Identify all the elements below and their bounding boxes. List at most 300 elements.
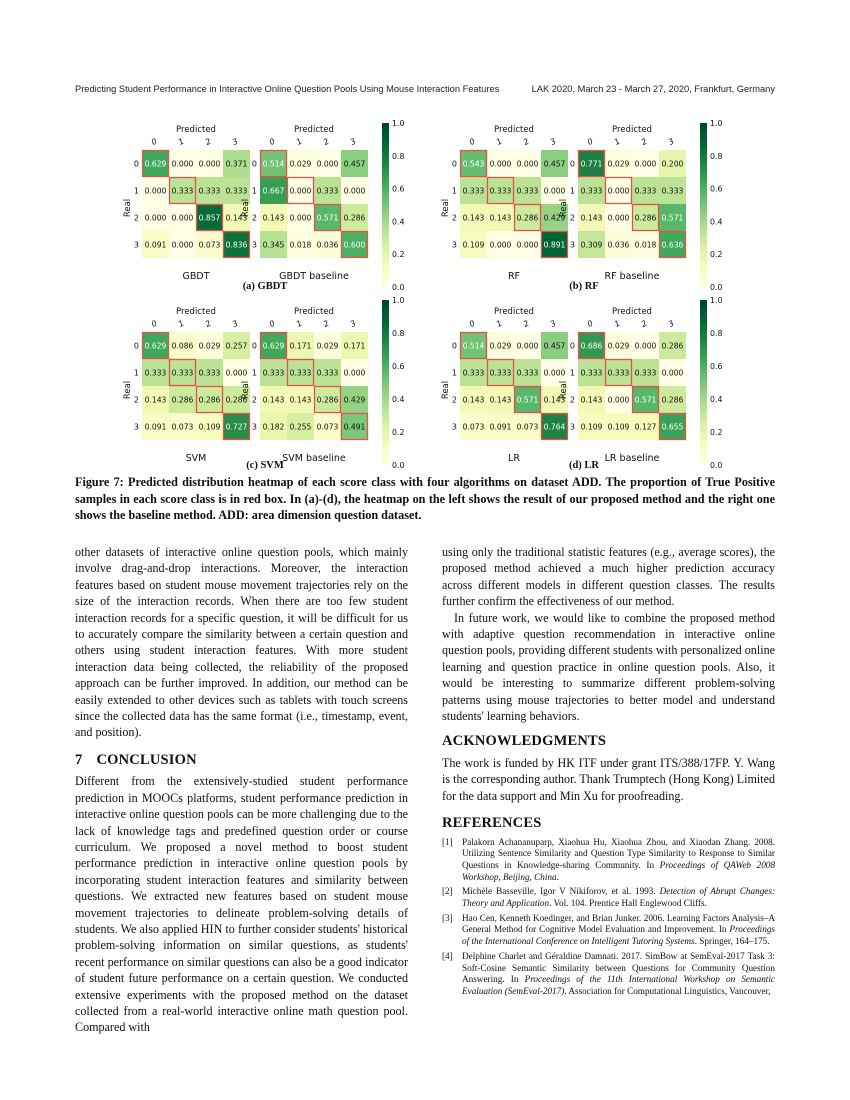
cell-value-label: 0.771: [580, 159, 603, 169]
colorbar-segment: [700, 201, 707, 206]
colorbar-segment: [382, 304, 389, 309]
cell-value-label: 0.091: [144, 240, 167, 250]
colorbar-segment: [382, 267, 389, 272]
cell-value-label: 0.571: [661, 213, 684, 223]
colorbar-segment: [700, 325, 707, 330]
predicted-tick-label: 2: [639, 318, 649, 330]
cell-value-label: 0.086: [171, 341, 194, 351]
cell-value-label: 0.029: [198, 341, 221, 351]
real-axis-label: Real: [123, 198, 133, 218]
cell-value-label: 0.000: [171, 213, 194, 223]
reference-number: [3]: [442, 912, 453, 923]
cell-value-label: 0.091: [144, 422, 167, 432]
cell-value-label: 0.457: [543, 341, 566, 351]
heatmap-title: RF baseline: [604, 271, 660, 282]
colorbar-segment: [700, 370, 707, 375]
colorbar-segment: [700, 461, 707, 466]
cell-value-label: 0.171: [343, 341, 366, 351]
cell-value-label: 0.333: [198, 368, 221, 378]
cell-value-label: 0.000: [171, 240, 194, 250]
colorbar-tick-label: 0.4: [710, 395, 723, 404]
cell-value-label: 0.333: [489, 368, 512, 378]
colorbar-tick-label: 0.0: [710, 283, 723, 292]
cell-value-label: 0.543: [462, 159, 485, 169]
colorbar-segment: [382, 411, 389, 416]
cell-value-label: 0.257: [225, 341, 248, 351]
colorbar-segment: [382, 250, 389, 255]
predicted-axis-label: Predicted: [612, 307, 652, 317]
colorbar-segment: [700, 453, 707, 458]
colorbar-segment: [700, 362, 707, 367]
colorbar-segment: [382, 246, 389, 251]
colorbar-tick-label: 0.0: [392, 461, 405, 470]
colorbar-segment: [382, 127, 389, 132]
real-axis-label: Real: [241, 198, 251, 218]
colorbar-tick-label: 0.2: [710, 250, 723, 260]
colorbar-segment: [700, 234, 707, 239]
heatmap-title: SVM: [185, 453, 207, 464]
reference-text-end: . Association for Computational Linguistics, Vancouver,: [564, 985, 771, 996]
cell-value-label: 0.286: [316, 395, 339, 405]
colorbar-tick-label: 0.2: [392, 428, 405, 437]
real-tick-label: 3: [133, 240, 139, 250]
reference-text: Delphine Charlet and Géraldine Damnati. 2017. SimBow at SemEval-2017 Task 3: Soft-Cosine Semantic Similarity between Questions for Community Question Answering. In: [462, 950, 775, 985]
reference-venue: Proceedings of the 11th International Workshop on Semantic Evaluation (SemEval-2017): [462, 974, 775, 996]
colorbar-segment: [700, 123, 707, 128]
colorbar-segment: [700, 144, 707, 149]
colorbar-segment: [700, 152, 707, 157]
cell-value-label: 0.143: [462, 213, 485, 223]
cell-value-label: 0.029: [607, 159, 630, 169]
predicted-tick-label: 1: [294, 136, 304, 148]
colorbar-tick-label: 0.6: [392, 362, 405, 371]
figure-caption: Figure 7: Predicted distribution heatmap of each score class with four algorithms on dataset ADD. The proportion of True Positive samples in each score class is in red box. In (a)-(d), the heatmap on the left shows the result of our proposed method and the right one shows the baseline method. ADD: area dimension question dataset.: [75, 475, 775, 522]
colorbar-segment: [382, 189, 389, 194]
cell-value-label: 0.029: [607, 341, 630, 351]
colorbar-segment: [382, 453, 389, 458]
predicted-tick-label: 2: [203, 136, 213, 148]
colorbar-segment: [700, 354, 707, 359]
real-axis-label: Real: [441, 380, 451, 400]
colorbar-segment: [382, 391, 389, 396]
cell-value-label: 0.000: [607, 213, 630, 223]
cell-value-label: 0.143: [580, 213, 603, 223]
colorbar-segment: [382, 172, 389, 177]
predicted-tick-label: 1: [494, 136, 504, 148]
colorbar-segment: [382, 238, 389, 243]
colorbar-segment: [700, 444, 707, 449]
colorbar-segment: [700, 383, 707, 388]
colorbar-segment: [700, 209, 707, 214]
heatmap-title: SVM baseline: [282, 453, 346, 464]
predicted-tick-label: 2: [639, 136, 649, 148]
subfigure-caption: (d) LR: [568, 460, 600, 471]
colorbar-tick-label: 0.6: [710, 362, 723, 371]
colorbar-segment: [382, 139, 389, 144]
heatmap-title: LR: [508, 453, 520, 464]
real-tick-label: 3: [133, 422, 139, 432]
cell-value-label: 0.000: [289, 213, 312, 223]
cell-value-label: 0.286: [225, 395, 248, 405]
reference-list: [442, 837, 775, 998]
predicted-tick-label: 3: [230, 136, 240, 148]
real-tick-label: 3: [451, 422, 457, 432]
cell-value-label: 0.286: [661, 341, 684, 351]
colorbar-segment: [700, 189, 707, 194]
reference-text: Michèle Basseville, Igor V Nikiforov, et al. 1993.: [462, 886, 660, 897]
cell-value-label: 0.457: [343, 159, 366, 169]
colorbar-segment: [382, 337, 389, 342]
reference-item: [442, 913, 775, 948]
colorbar-segment: [382, 436, 389, 441]
colorbar-segment: [700, 164, 707, 169]
cell-value-label: 0.143: [262, 213, 285, 223]
cell-value-label: 0.000: [198, 159, 221, 169]
real-tick-label: 2: [251, 395, 257, 405]
cell-value-label: 0.073: [316, 422, 339, 432]
colorbar-segment: [382, 271, 389, 276]
colorbar-segment: [700, 432, 707, 437]
reference-number: [4]: [442, 950, 453, 961]
colorbar-segment: [382, 176, 389, 181]
cell-value-label: 0.000: [634, 341, 657, 351]
real-axis-label: Real: [241, 380, 251, 400]
colorbar-segment: [382, 457, 389, 462]
section-heading-acknowledgments: ACKNOWLEDGMENTS: [442, 733, 607, 750]
cell-value-label: 0.029: [289, 159, 312, 169]
colorbar-segment: [700, 449, 707, 454]
colorbar-tick-label: 0.0: [392, 283, 405, 292]
real-tick-label: 1: [133, 368, 139, 378]
colorbar-segment: [382, 123, 389, 128]
colorbar-tick-label: 0.8: [710, 151, 723, 161]
reference-text: Palakorn Achananuparp, Xiaohua Hu, Xiaohua Zhou, and Xiaodan Zhang. 2008. Utilizing Sentence Similarity and Question Type Similarity to Response to Similar Questions in Knowledge-sharing Community. In: [462, 836, 775, 870]
real-tick-label: 2: [133, 213, 139, 223]
colorbar-segment: [700, 399, 707, 404]
cell-value-label: 0.371: [225, 159, 248, 169]
cell-value-label: 0.000: [489, 240, 512, 250]
cell-value-label: 0.333: [316, 368, 339, 378]
predicted-axis-label: Predicted: [294, 125, 334, 135]
cell-value-label: 0.333: [171, 368, 194, 378]
cell-value-label: 0.018: [634, 240, 657, 250]
colorbar-segment: [382, 209, 389, 214]
colorbar-segment: [700, 300, 707, 305]
predicted-tick-label: 1: [612, 136, 622, 148]
predicted-tick-label: 3: [548, 318, 558, 330]
colorbar-segment: [700, 246, 707, 251]
colorbar-segment: [700, 416, 707, 421]
predicted-axis-label: Predicted: [494, 125, 534, 135]
cell-value-label: 0.143: [289, 395, 312, 405]
section-heading-conclusion: [75, 752, 408, 768]
colorbar-segment: [382, 185, 389, 190]
colorbar-segment: [382, 164, 389, 169]
cell-value-label: 0.000: [543, 368, 566, 378]
acknowledgments-text: The work is funded by HK ITF under grant ITS/388/17FP. Y. Wang is the corresponding author. Thank Trumptech (Hong Kong) Limited for the data support and Min Xu for proofreading.: [442, 755, 775, 803]
reference-item: [442, 951, 775, 998]
body-paragraph: using only the traditional statistic features (e.g., average scores), the proposed method achieved a much higher prediction accuracy across different models in different question classes. The results further confirm the effectiveness of our method.: [442, 545, 775, 609]
colorbar-segment: [382, 461, 389, 466]
real-tick-label: 1: [251, 186, 257, 196]
colorbar-segment: [700, 197, 707, 202]
colorbar-segment: [382, 205, 389, 210]
colorbar-segment: [700, 262, 707, 267]
cell-value-label: 0.127: [634, 422, 657, 432]
colorbar-segment: [700, 317, 707, 322]
predicted-tick-label: 1: [612, 318, 622, 330]
cell-value-label: 0.000: [171, 159, 194, 169]
real-tick-label: 3: [569, 422, 575, 432]
colorbar-segment: [700, 312, 707, 317]
colorbar-segment: [700, 440, 707, 445]
cell-value-label: 0.143: [462, 395, 485, 405]
cell-value-label: 0.345: [262, 240, 285, 250]
cell-value-label: 0.655: [661, 422, 684, 432]
colorbar-segment: [382, 420, 389, 425]
colorbar-segment: [700, 275, 707, 280]
cell-value-label: 0.000: [516, 240, 539, 250]
cell-value-label: 0.636: [661, 240, 684, 250]
colorbar-segment: [382, 283, 389, 288]
colorbar-segment: [382, 148, 389, 153]
cell-value-label: 0.286: [516, 213, 539, 223]
colorbar-tick-label: 0.0: [710, 461, 723, 470]
colorbar-segment: [382, 341, 389, 346]
predicted-tick-label: 0: [467, 318, 477, 330]
cell-value-label: 0.143: [489, 395, 512, 405]
body-paragraph: other datasets of interactive online question pools, which mainly involve drag-and-drop interactions. Moreover, the interaction features based on student mouse movement trajectories rely on the size of the interaction records. When there are too few student interaction records for a specific question, it will be difficult for us to accurately compare the similarity between a certain question and others using student interaction features. With more student interaction data being collected, the reliability of the proposed approach can be further improved. In addition, our method can be easily extended to other devices such as tablets with touch screens since the collected data has the same format (i.e., timestamp, event, and position).: [75, 545, 408, 740]
cell-value-label: 0.514: [262, 159, 285, 169]
cell-value-label: 0.000: [144, 186, 167, 196]
cell-value-label: 0.286: [343, 213, 366, 223]
colorbar-segment: [700, 156, 707, 161]
predicted-tick-label: 0: [467, 136, 477, 148]
reference-venue: Proceedings of the International Conference on Intelligent Tutoring Systems: [462, 924, 775, 947]
cell-value-label: 0.143: [262, 395, 285, 405]
colorbar-tick-label: 1.0: [392, 296, 405, 305]
colorbar-tick-label: 1.0: [710, 119, 723, 128]
colorbar-segment: [700, 271, 707, 276]
subfigure-caption: (b) RF: [569, 281, 599, 292]
colorbar-segment: [382, 254, 389, 259]
real-tick-label: 3: [251, 240, 257, 250]
real-tick-label: 1: [451, 368, 457, 378]
colorbar-segment: [382, 279, 389, 284]
colorbar-segment: [700, 172, 707, 177]
cell-value-label: 0.000: [316, 159, 339, 169]
colorbar-segment: [700, 411, 707, 416]
colorbar-segment: [700, 345, 707, 350]
colorbar-tick-label: 0.2: [710, 428, 723, 437]
cell-value-label: 0.457: [543, 159, 566, 169]
real-tick-label: 2: [451, 395, 457, 405]
colorbar-segment: [700, 127, 707, 132]
colorbar-segment: [700, 428, 707, 433]
cell-value-label: 0.727: [225, 422, 248, 432]
colorbar-segment: [700, 424, 707, 429]
real-tick-label: 1: [251, 368, 257, 378]
cell-value-label: 0.333: [289, 368, 312, 378]
cell-value-label: 0.333: [316, 186, 339, 196]
reference-venue: Detection of Abrupt Changes: Theory and Application: [462, 886, 776, 909]
colorbar-tick-label: 0.8: [392, 329, 405, 338]
colorbar-segment: [700, 366, 707, 371]
colorbar-segment: [382, 197, 389, 202]
cell-value-label: 0.000: [289, 186, 312, 196]
colorbar-tick-label: 0.2: [392, 250, 405, 260]
real-tick-label: 1: [133, 186, 139, 196]
cell-value-label: 0.571: [316, 213, 339, 223]
cell-value-label: 0.491: [343, 422, 366, 432]
colorbar-segment: [382, 217, 389, 222]
cell-value-label: 0.286: [661, 395, 684, 405]
cell-value-label: 0.333: [144, 368, 167, 378]
predicted-tick-label: 2: [321, 136, 331, 148]
colorbar-segment: [382, 350, 389, 355]
predicted-tick-label: 3: [348, 136, 358, 148]
cell-value-label: 0.333: [489, 186, 512, 196]
colorbar-segment: [382, 370, 389, 375]
colorbar-segment: [382, 354, 389, 359]
colorbar-segment: [700, 378, 707, 383]
cell-value-label: 0.000: [144, 213, 167, 223]
colorbar-segment: [382, 387, 389, 392]
colorbar-segment: [382, 321, 389, 326]
colorbar-segment: [700, 337, 707, 342]
cell-value-label: 0.429: [543, 213, 566, 223]
cell-value-label: 0.333: [661, 186, 684, 196]
colorbar-segment: [700, 139, 707, 144]
cell-value-label: 0.073: [516, 422, 539, 432]
cell-value-label: 0.000: [516, 341, 539, 351]
heatmap-title: LR baseline: [604, 453, 660, 464]
predicted-tick-label: 3: [666, 136, 676, 148]
real-axis-label: Real: [559, 198, 569, 218]
colorbar-segment: [700, 267, 707, 272]
colorbar-segment: [382, 144, 389, 149]
predicted-tick-label: 0: [149, 318, 159, 330]
colorbar-segment: [700, 436, 707, 441]
colorbar-segment: [382, 428, 389, 433]
colorbar-segment: [382, 383, 389, 388]
colorbar-segment: [382, 362, 389, 367]
cell-value-label: 0.000: [489, 159, 512, 169]
colorbar-tick-label: 0.4: [392, 395, 405, 404]
cell-value-label: 0.333: [516, 368, 539, 378]
predicted-axis-label: Predicted: [612, 125, 652, 135]
colorbar-segment: [382, 424, 389, 429]
cell-value-label: 0.857: [198, 213, 221, 223]
reference-item: [442, 837, 775, 884]
colorbar-segment: [382, 395, 389, 400]
colorbar-segment: [382, 226, 389, 231]
colorbar-segment: [382, 366, 389, 371]
colorbar-segment: [382, 317, 389, 322]
real-tick-label: 2: [251, 213, 257, 223]
predicted-tick-label: 2: [203, 318, 213, 330]
heatmap-title: GBDT: [182, 271, 210, 282]
cell-value-label: 0.333: [516, 186, 539, 196]
reference-number: [1]: [442, 836, 453, 847]
real-tick-label: 0: [451, 159, 457, 169]
colorbar-segment: [700, 148, 707, 153]
cell-value-label: 0.000: [516, 159, 539, 169]
cell-value-label: 0.143: [580, 395, 603, 405]
colorbar-segment: [382, 135, 389, 140]
colorbar-segment: [700, 135, 707, 140]
colorbar-segment: [700, 238, 707, 243]
colorbar-tick-label: 0.4: [392, 217, 405, 227]
colorbar-segment: [700, 160, 707, 165]
colorbar-segment: [700, 341, 707, 346]
cell-value-label: 0.686: [580, 341, 603, 351]
colorbar-segment: [382, 432, 389, 437]
colorbar-segment: [382, 440, 389, 445]
colorbar-segment: [700, 131, 707, 136]
cell-value-label: 0.073: [198, 240, 221, 250]
colorbar-segment: [382, 201, 389, 206]
colorbar-segment: [700, 333, 707, 338]
colorbar-tick-label: 1.0: [710, 296, 723, 305]
colorbar-segment: [700, 168, 707, 173]
cell-value-label: 0.333: [634, 186, 657, 196]
colorbar-segment: [700, 420, 707, 425]
cell-value-label: 0.182: [262, 422, 285, 432]
cell-value-label: 0.286: [198, 395, 221, 405]
real-tick-label: 1: [569, 368, 575, 378]
colorbar-tick-label: 0.8: [392, 151, 405, 161]
cell-value-label: 0.109: [462, 240, 485, 250]
real-tick-label: 3: [569, 240, 575, 250]
colorbar-segment: [382, 325, 389, 330]
cell-value-label: 0.629: [144, 159, 167, 169]
colorbar-segment: [382, 300, 389, 305]
real-tick-label: 1: [451, 186, 457, 196]
colorbar-segment: [700, 193, 707, 198]
cell-value-label: 0.891: [543, 240, 566, 250]
real-tick-label: 0: [251, 159, 257, 169]
real-axis-label: Real: [123, 380, 133, 400]
colorbar-segment: [700, 329, 707, 334]
body-paragraph: Different from the extensively-studied student performance prediction in MOOCs platforms, student performance prediction in interactive online question pools can be more challenging due to the lack of knowledge tags and predefined question order or course curriculum. We proposed a novel method to boost student performance prediction in interactive online question pools by incorporating student interaction features and similarity between questions. We extracted new features based on student mouse movement trajectories to delineate problem-solving details of students. We also applied HIN to further consider students' historical problem-solving information on similar questions, as students' recent performance on similar questions can also be a good indicator of student future performance on a certain question. We conducted extensive experiments with the proposed method on the dataset collected from a real-world interactive online math question pool. Compared with: [75, 774, 408, 1035]
cell-value-label: 0.429: [343, 395, 366, 405]
cell-value-label: 0.000: [634, 159, 657, 169]
colorbar-segment: [700, 308, 707, 313]
colorbar-segment: [382, 234, 389, 239]
real-tick-label: 2: [569, 395, 575, 405]
real-axis-label: Real: [559, 380, 569, 400]
colorbar-segment: [382, 449, 389, 454]
cell-value-label: 0.000: [343, 368, 366, 378]
cell-value-label: 0.333: [634, 368, 657, 378]
cell-value-label: 0.286: [171, 395, 194, 405]
cell-value-label: 0.000: [543, 186, 566, 196]
running-header-title: Predicting Student Performance in Interactive Online Question Pools Using Mouse Interaction Features: [75, 84, 500, 94]
reference-text-end: . Vol. 104. Prentice Hall Englewood Cliffs.: [549, 898, 707, 909]
predicted-tick-label: 1: [294, 318, 304, 330]
reference-number: [2]: [442, 886, 453, 897]
cell-value-label: 0.571: [516, 395, 539, 405]
colorbar-segment: [700, 457, 707, 462]
predicted-tick-label: 3: [666, 318, 676, 330]
cell-value-label: 0.200: [661, 159, 684, 169]
colorbar-segment: [700, 185, 707, 190]
colorbar-segment: [700, 283, 707, 288]
cell-value-label: 0.764: [543, 422, 566, 432]
colorbar-segment: [382, 403, 389, 408]
colorbar-segment: [382, 407, 389, 412]
